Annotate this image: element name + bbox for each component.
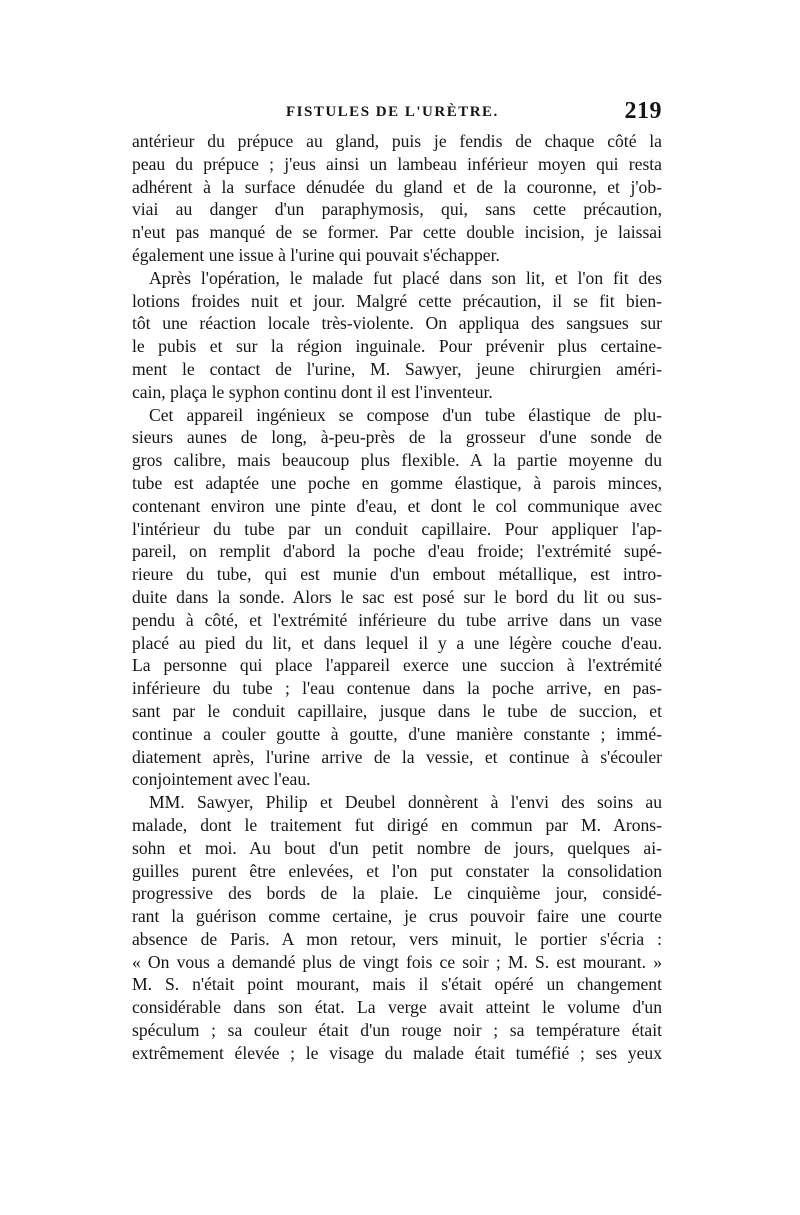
text-line: duite dans la sonde. Alors le sac est posé sur le bord du lit ou sus-: [132, 586, 662, 607]
running-title: FISTULES DE L'URÈTRE.: [286, 104, 499, 120]
text-line: ment le contact de l'urine, M. Sawyer, jeune chirurgien améri-: [132, 358, 662, 379]
text-line: La personne qui place l'appareil exerce une succion à l'extrémité: [132, 655, 662, 676]
text-line: contenant environ une pinte d'eau, et dont le col communique avec: [132, 495, 662, 516]
text-line: sieurs aunes de long, à-peu-près de la grosseur d'une sonde de: [132, 427, 662, 448]
text-line: l'intérieur du tube par un conduit capillaire. Pour appliquer l'ap-: [132, 518, 662, 539]
text-line: spéculum ; sa couleur était d'un rouge noir ; sa température était: [132, 1020, 662, 1041]
text-line: sant par le conduit capillaire, jusque dans le tube de succion, et: [132, 700, 662, 721]
text-line: progressive des bords de la plaie. Le cinquième jour, considé-: [132, 883, 662, 904]
text-line: le pubis et sur la région inguinale. Pour prévenir plus certaine-: [132, 336, 662, 357]
text-line: antérieur du prépuce au gland, puis je fendis de chaque côté la: [132, 131, 662, 151]
page-number: 219: [624, 98, 662, 124]
text-line: rieure du tube, qui est munie d'un embout métallique, est intro-: [132, 564, 662, 585]
text-line: Après l'opération, le malade fut placé dans son lit, et l'on fit des: [149, 267, 662, 288]
text-line: gros calibre, mais beaucoup plus flexible. A la partie moyenne du: [132, 450, 662, 471]
text-line: extrêmement élevée ; le visage du malade était tuméfié ; ses yeux: [132, 1042, 662, 1063]
text-line: peau du prépuce ; j'eus ainsi un lambeau inférieur moyen qui resta: [132, 153, 662, 174]
text-line: tube est adaptée une poche en gomme élastique, à parois minces,: [132, 472, 662, 493]
paragraph: [132, 130, 662, 267]
text-line: adhérent à la surface dénudée du gland et de la couronne, et j'ob-: [132, 176, 662, 197]
text-line: pareil, on remplit d'abord la poche d'eau froide; l'extrémité supé-: [132, 541, 662, 562]
text-line: MM. Sawyer, Philip et Deubel donnèrent à l'envi des soins au: [149, 792, 662, 813]
text-line: conjointement avec l'eau.: [132, 769, 311, 790]
text-line: également une issue à l'urine qui pouvait s'échapper.: [132, 244, 500, 265]
paragraph: [132, 791, 662, 1065]
paragraph: [132, 404, 662, 792]
text-line: tôt une réaction locale très-violente. On appliqua des sangsues sur: [132, 313, 662, 334]
paragraph: [132, 267, 662, 404]
text-line: malade, dont le traitement fut dirigé en commun par M. Arons-: [132, 814, 662, 835]
running-head: [132, 98, 662, 130]
text-line: M. S. n'était point mourant, mais il s'était opéré un changement: [132, 974, 662, 995]
text-line: cain, plaça le syphon continu dont il est l'inventeur.: [132, 381, 493, 402]
text-line: placé au pied du lit, et dans lequel il y a une légère couche d'eau.: [132, 632, 662, 653]
text-line: inférieure du tube ; l'eau contenue dans la poche arrive, en pas-: [132, 678, 662, 699]
text-line: n'eut pas manqué de se former. Par cette double incision, je laissai: [132, 222, 662, 243]
text-line: sohn et moi. Au bout d'un petit nombre de jours, quelques ai-: [132, 837, 662, 858]
text-line: considérable dans son état. La verge avait atteint le volume d'un: [132, 997, 662, 1018]
text-line: pendu à côté, et l'extrémité inférieure du tube arrive dans un vase: [132, 609, 662, 630]
text-line: Cet appareil ingénieux se compose d'un tube élastique de plu-: [149, 404, 662, 425]
text-line: diatement après, l'urine arrive de la vessie, et continue à s'écouler: [132, 746, 662, 767]
text-line: viai au danger d'un paraphymosis, qui, sans cette précaution,: [132, 199, 662, 220]
text-line: absence de Paris. A mon retour, vers minuit, le portier s'écria :: [132, 928, 662, 949]
text-line: guilles purent être enlevées, et l'on put constater la consolidation: [132, 860, 662, 881]
text-line: continue a couler goutte à goutte, d'une manière constante ; immé-: [132, 723, 662, 744]
text-line: rant la guérison comme certaine, je crus pouvoir faire une courte: [132, 906, 662, 927]
body-text: [132, 130, 662, 1065]
text-line: « On vous a demandé plus de vingt fois ce soir ; M. S. est mourant. »: [132, 951, 662, 972]
text-line: lotions froides nuit et jour. Malgré cette précaution, il se fit bien-: [132, 290, 662, 311]
